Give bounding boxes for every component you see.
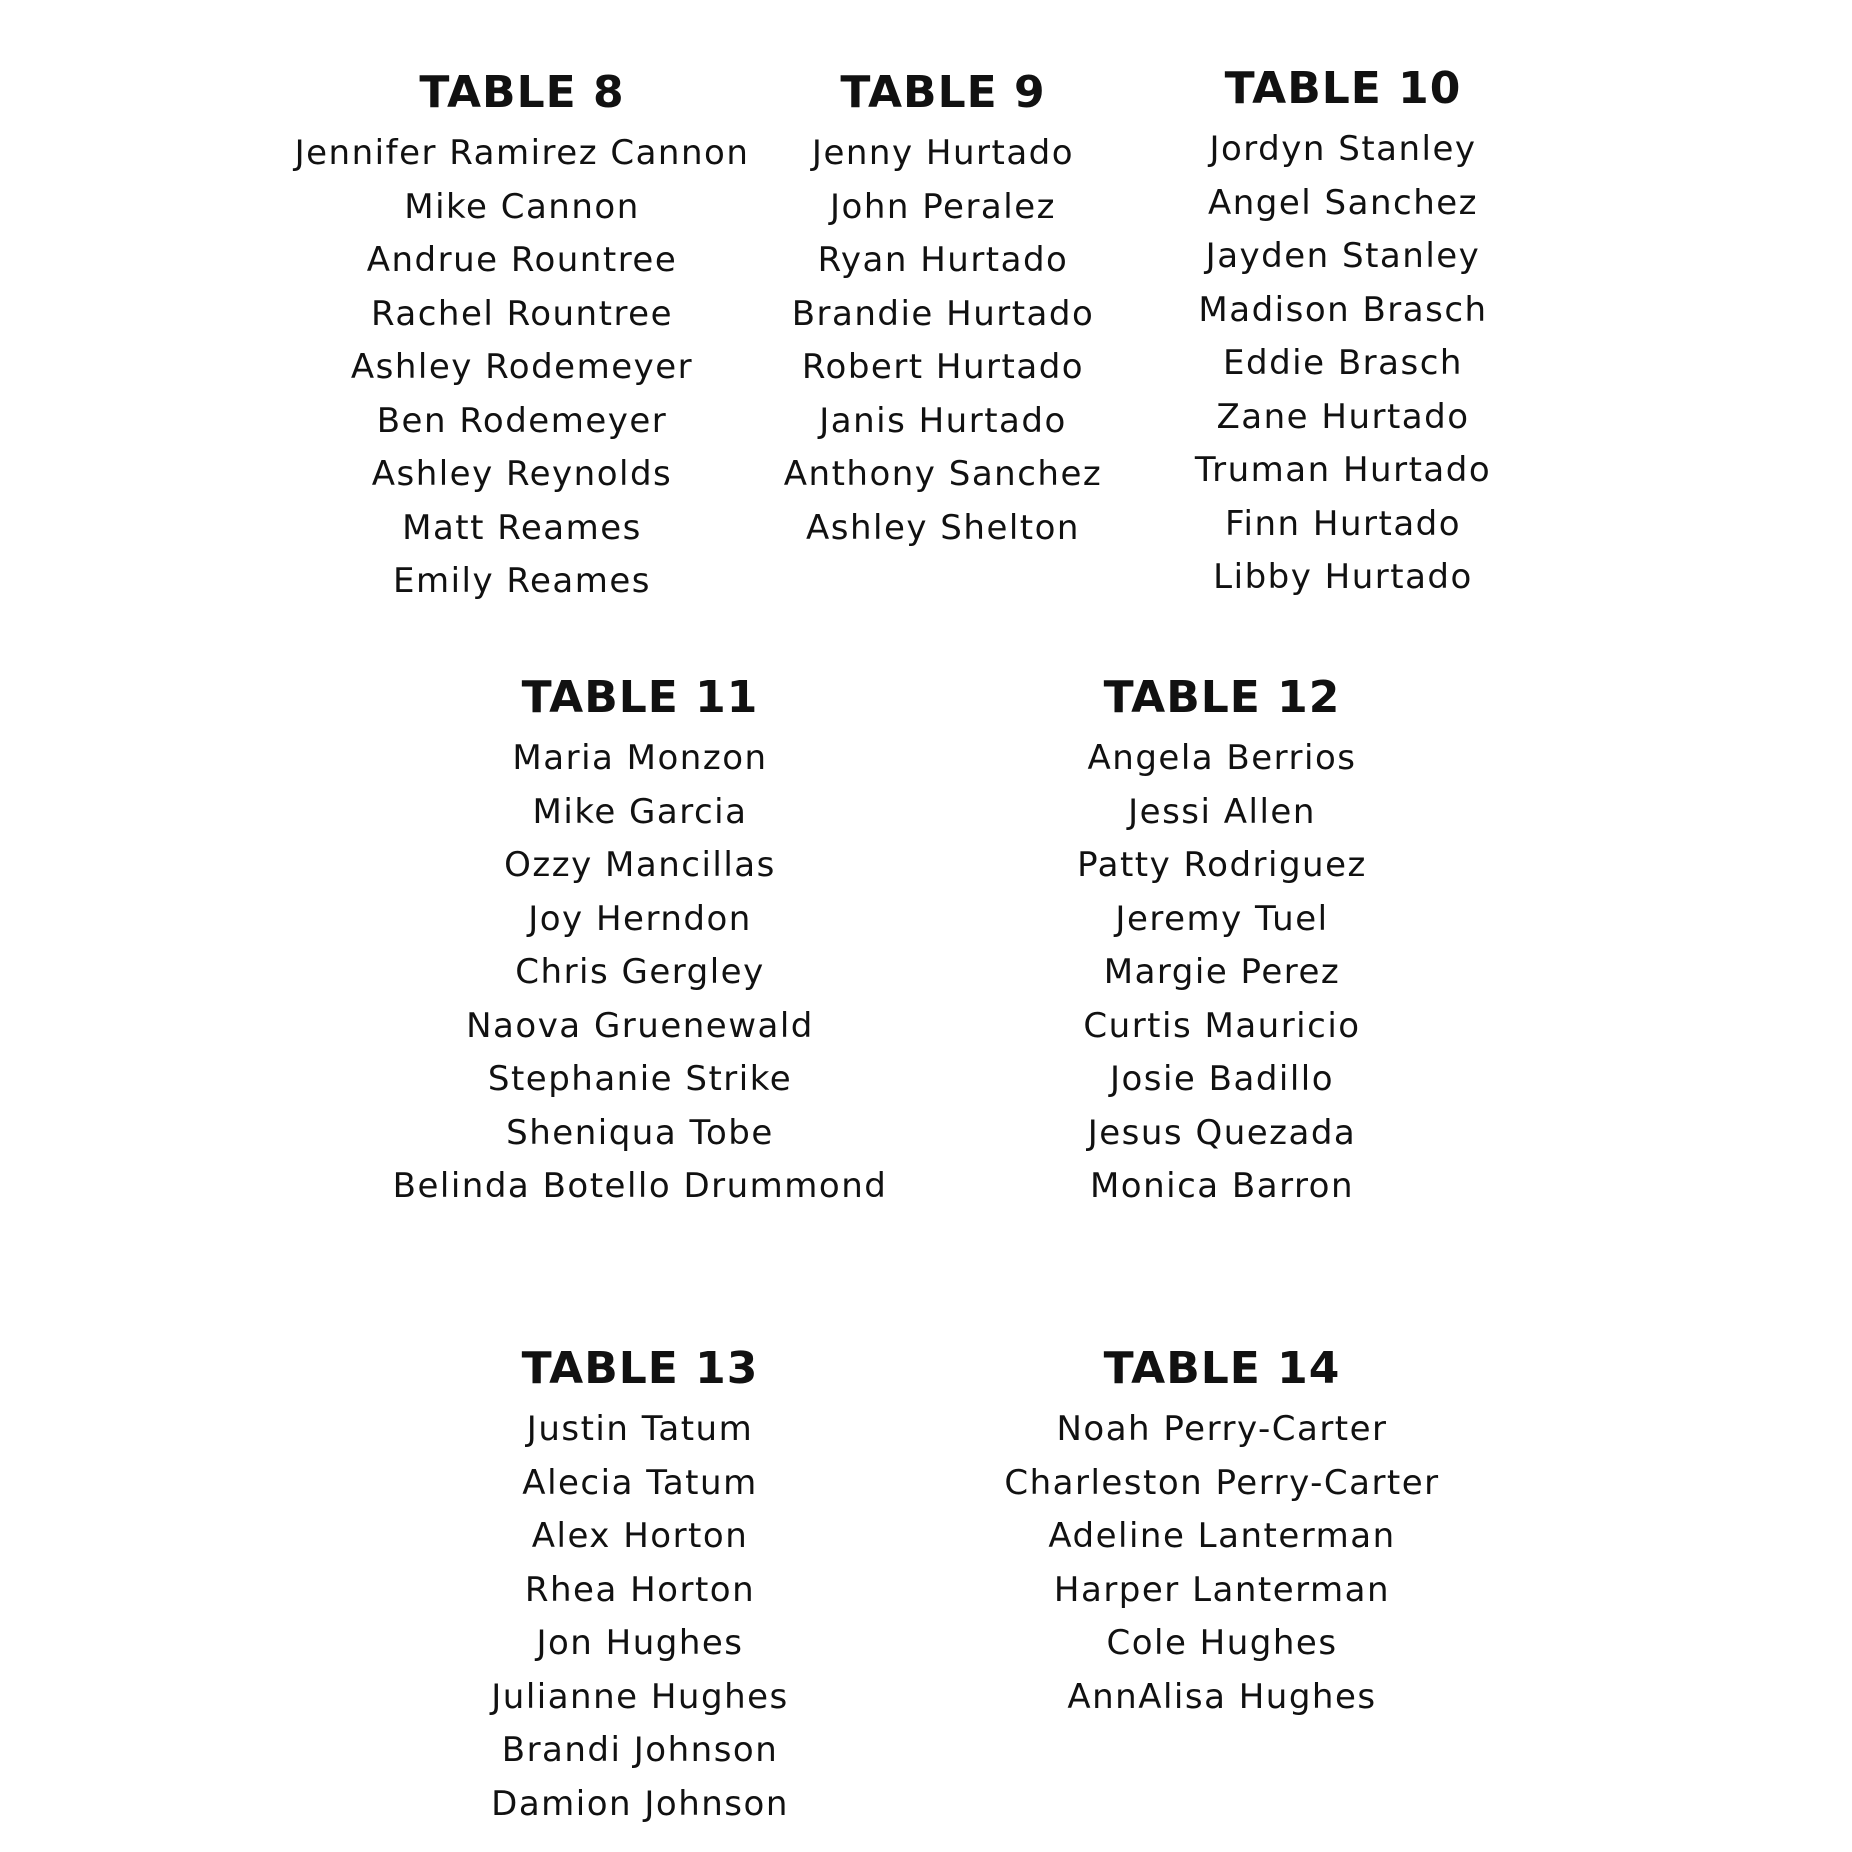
guest-name: Brandie Hurtado	[791, 293, 1095, 334]
guest-name: Cole Hughes	[1106, 1623, 1338, 1663]
guest-name: Anthony Sanchez	[783, 454, 1103, 494]
guest-name: Maria Monzon	[512, 738, 768, 778]
guest-name: Angel Sanchez	[1207, 182, 1479, 223]
guest-name: Adeline Lanterman	[1048, 1516, 1396, 1556]
guest-name: Stephanie Strike	[487, 1059, 793, 1099]
guest-name: Damion Johnson	[491, 1783, 789, 1824]
table-title: TABLE 8	[419, 67, 625, 118]
guest-list	[1195, 123, 1491, 605]
guest-name: Belinda Botello Drummond	[392, 1166, 888, 1206]
table-title: TABLE 12	[1103, 672, 1341, 723]
table-11-block	[393, 672, 888, 1214]
guest-name: John Peralez	[830, 186, 1056, 227]
guest-list	[1077, 732, 1367, 1214]
guest-name: Mike Cannon	[404, 186, 640, 227]
guest-name: Noah Perry-Carter	[1056, 1409, 1388, 1449]
guest-name: Charleston Perry-Carter	[1004, 1462, 1440, 1503]
guest-name: Rhea Horton	[524, 1569, 756, 1610]
guest-name: Naova Gruenewald	[466, 1005, 814, 1046]
guest-list	[295, 127, 750, 609]
guest-name: Ozzy Mancillas	[504, 845, 776, 885]
guest-name: Finn Hurtado	[1224, 503, 1462, 544]
guest-name: Josie Badillo	[1109, 1059, 1335, 1099]
guest-name: AnnAlisa Hughes	[1067, 1676, 1377, 1717]
guest-name: Truman Hurtado	[1194, 450, 1492, 490]
guest-name: Alex Horton	[531, 1516, 749, 1556]
guest-name: Ashley Reynolds	[371, 454, 673, 494]
guest-list	[784, 127, 1102, 555]
guest-name: Jordyn Stanley	[1209, 129, 1477, 169]
guest-list	[491, 1403, 789, 1831]
table-title: TABLE 13	[521, 1343, 759, 1394]
guest-name: Harper Lanterman	[1053, 1569, 1391, 1610]
guest-list	[393, 732, 888, 1214]
table-title: TABLE 10	[1224, 63, 1462, 114]
guest-name: Rachel Rountree	[370, 293, 674, 334]
table-title: TABLE 14	[1103, 1343, 1341, 1394]
guest-name: Jessi Allen	[1128, 791, 1316, 832]
guest-name: Mike Garcia	[532, 791, 748, 832]
guest-name: Libby Hurtado	[1213, 557, 1473, 597]
guest-name: Janis Hurtado	[819, 400, 1067, 441]
guest-name: Curtis Mauricio	[1083, 1005, 1361, 1046]
guest-name: Angela Berrios	[1087, 738, 1357, 778]
guest-name: Ashley Shelton	[805, 507, 1080, 548]
guest-name: Eddie Brasch	[1223, 343, 1463, 383]
table-title: TABLE 11	[521, 672, 759, 723]
guest-name: Julianne Hughes	[491, 1676, 789, 1717]
guest-name: Patty Rodriguez	[1077, 845, 1367, 885]
guest-name: Ashley Rodemeyer	[350, 347, 694, 387]
guest-name: Emily Reames	[392, 561, 652, 601]
guest-name: Andrue Rountree	[366, 240, 678, 280]
guest-name: Jenny Hurtado	[811, 133, 1075, 173]
guest-name: Brandi Johnson	[501, 1730, 779, 1770]
guest-name: Sheniqua Tobe	[506, 1112, 774, 1153]
guest-name: Jon Hughes	[536, 1623, 744, 1663]
guest-name: Jesus Quezada	[1087, 1112, 1357, 1153]
table-title: TABLE 9	[840, 67, 1046, 118]
guest-name: Monica Barron	[1089, 1166, 1355, 1206]
guest-name: Alecia Tatum	[522, 1462, 758, 1503]
guest-name: Jayden Stanley	[1205, 236, 1481, 276]
guest-name: Robert Hurtado	[801, 347, 1085, 387]
guest-name: Jennifer Ramirez Cannon	[294, 133, 750, 173]
table-9-block	[784, 67, 1102, 555]
table-14-block	[1004, 1343, 1439, 1724]
guest-name: Ryan Hurtado	[817, 240, 1069, 280]
guest-name: Ben Rodemeyer	[376, 400, 668, 441]
table-10-block	[1195, 63, 1491, 605]
guest-name: Matt Reames	[402, 507, 642, 548]
guest-name: Madison Brasch	[1198, 289, 1488, 330]
guest-name: Joy Herndon	[528, 898, 752, 939]
table-12-block	[1077, 672, 1367, 1214]
table-8-block	[295, 67, 750, 609]
table-13-block	[491, 1343, 789, 1831]
guest-name: Justin Tatum	[526, 1409, 754, 1449]
guest-name: Zane Hurtado	[1216, 396, 1470, 437]
guest-list	[1004, 1403, 1439, 1724]
guest-name: Jeremy Tuel	[1115, 898, 1329, 939]
guest-name: Chris Gergley	[515, 952, 765, 992]
guest-name: Margie Perez	[1103, 952, 1341, 992]
